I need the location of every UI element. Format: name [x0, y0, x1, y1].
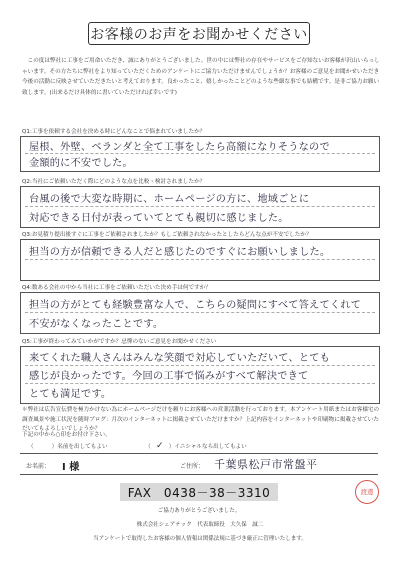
name-label: お名前：	[26, 463, 51, 470]
name-row-top-rule	[20, 453, 378, 454]
usage-note: ＊弊社は広告宣伝費を極力かけない為にホームページだけを頼りにお客様への営業活動を行っております。本アンケート用紙またはお客様宅の調査風景や施工状況を随時ブログ：月次のインターネットに掲載させていただけますか？上記内容をインターネットや印刷物に掲載させていただいてもよろしいでしょうか？	[22, 407, 380, 432]
question-4-label: Q4:数ある会社の中から当社に工事をご依頼いただいた決め手は何ですか？	[22, 285, 211, 291]
answer-box-3	[20, 239, 380, 281]
address-label: ご住所：	[180, 463, 205, 470]
initial-option-checkmark-icon[interactable]: ✓	[155, 441, 164, 451]
name-value: I 様	[62, 462, 80, 473]
name-row-bottom-rule	[20, 474, 378, 475]
question-3-label: Q3:お見積り提出後すぐに工事をご依頼されましたか？もしご依頼されなかったとしたらどんな点が不安でしたか？	[22, 232, 312, 238]
intro-paragraph: この度は弊社に工事をご用命いただき、誠にありがとうございました。世の中には弊社の存在やサービスをご存知ないお客様が沢山いらっしゃいます。その方たちに弊社をより知っていただくためのアンケートにご協力いただけませんでしょうか？お客様のご意見をお聞かせいただき今後の活動に反映させていただきたいと考えております。良かったこと、嬉しかったことどのような些細な事でも結構です。是非ご協力お願い致します。(出来るだけ具体的に書いていただければ幸いです)	[22, 58, 380, 96]
answer-5-line-3: とても満足です。	[29, 389, 112, 400]
answer-5-line-2: 感じが良かったです。今回の工事で悩みがすべて解決できて	[29, 371, 309, 382]
answer-box-1	[20, 136, 380, 172]
answer-5-line-1: 来てくれた職人さんはみんな笑顔で対応していただいて、とても	[29, 353, 331, 364]
answer-3-line-1: 担当の方が信頼できる人だと感じたのですぐにお願いしました。	[29, 247, 331, 258]
thanks-text: ご協力ありがとうございました。	[157, 508, 241, 514]
consent-options: （ ）名前を出してもよい （ ✓ ）イニシャルなら出してもよい	[28, 441, 247, 451]
answer-box-4	[20, 292, 380, 334]
company-line: 株式会社シェアテック 代表取締役 大久保 誠二	[136, 522, 264, 528]
answer-4-line-1: 担当の方がとても経験豊富な人で、こちらの疑問にすべて答えてくれて	[29, 300, 361, 311]
answer-2-line-2: 対応できる日付が表っていてとても親切に感じました。	[29, 213, 289, 224]
page-title: お客様のお声をお聞かせください	[88, 22, 310, 45]
answer-2-line-1: 台風の後で大変な時期に、ホームページの方に、地域ごとに	[29, 194, 310, 205]
answer-4-line-2: 不安がなくなったことです。	[29, 319, 164, 330]
answer-1-line-1: 屋根、外壁、ベランダと全て工事をしたら高額になりそうなので	[29, 142, 330, 153]
answer-box-5	[20, 346, 380, 404]
question-2-label: Q2:当社にご依頼いただく際にどのような点を比較・検討されましたか？	[22, 179, 206, 185]
fax-number: FAX 0438－38－3310	[120, 483, 278, 501]
address-value: 千葉県松戸市常盤平	[214, 458, 318, 471]
answer-box-2	[20, 186, 380, 228]
consent-prompt: 下記の中から○印をお付け下さい。	[22, 432, 111, 438]
privacy-footer: 当アンケートで取得したお客様の個人情報は関係法規に基づき厳正に管理いたします。	[93, 536, 307, 542]
consent-option-name: 名前を出してもよい	[57, 444, 108, 450]
question-1-label: Q1:工事を依頼する会社を決める時にどんなことで悩まれていましたか？	[22, 129, 206, 135]
question-5-label: Q5:工事が終わってみていかがですか？忌憚のないご意見をお聞かせください	[22, 339, 217, 345]
answer-1-line-2: 金額的に不安でした。	[29, 158, 133, 169]
consent-option-initial: イニシャルなら出してもよい	[174, 444, 247, 450]
seal-stamp: 渡邊	[355, 480, 379, 504]
